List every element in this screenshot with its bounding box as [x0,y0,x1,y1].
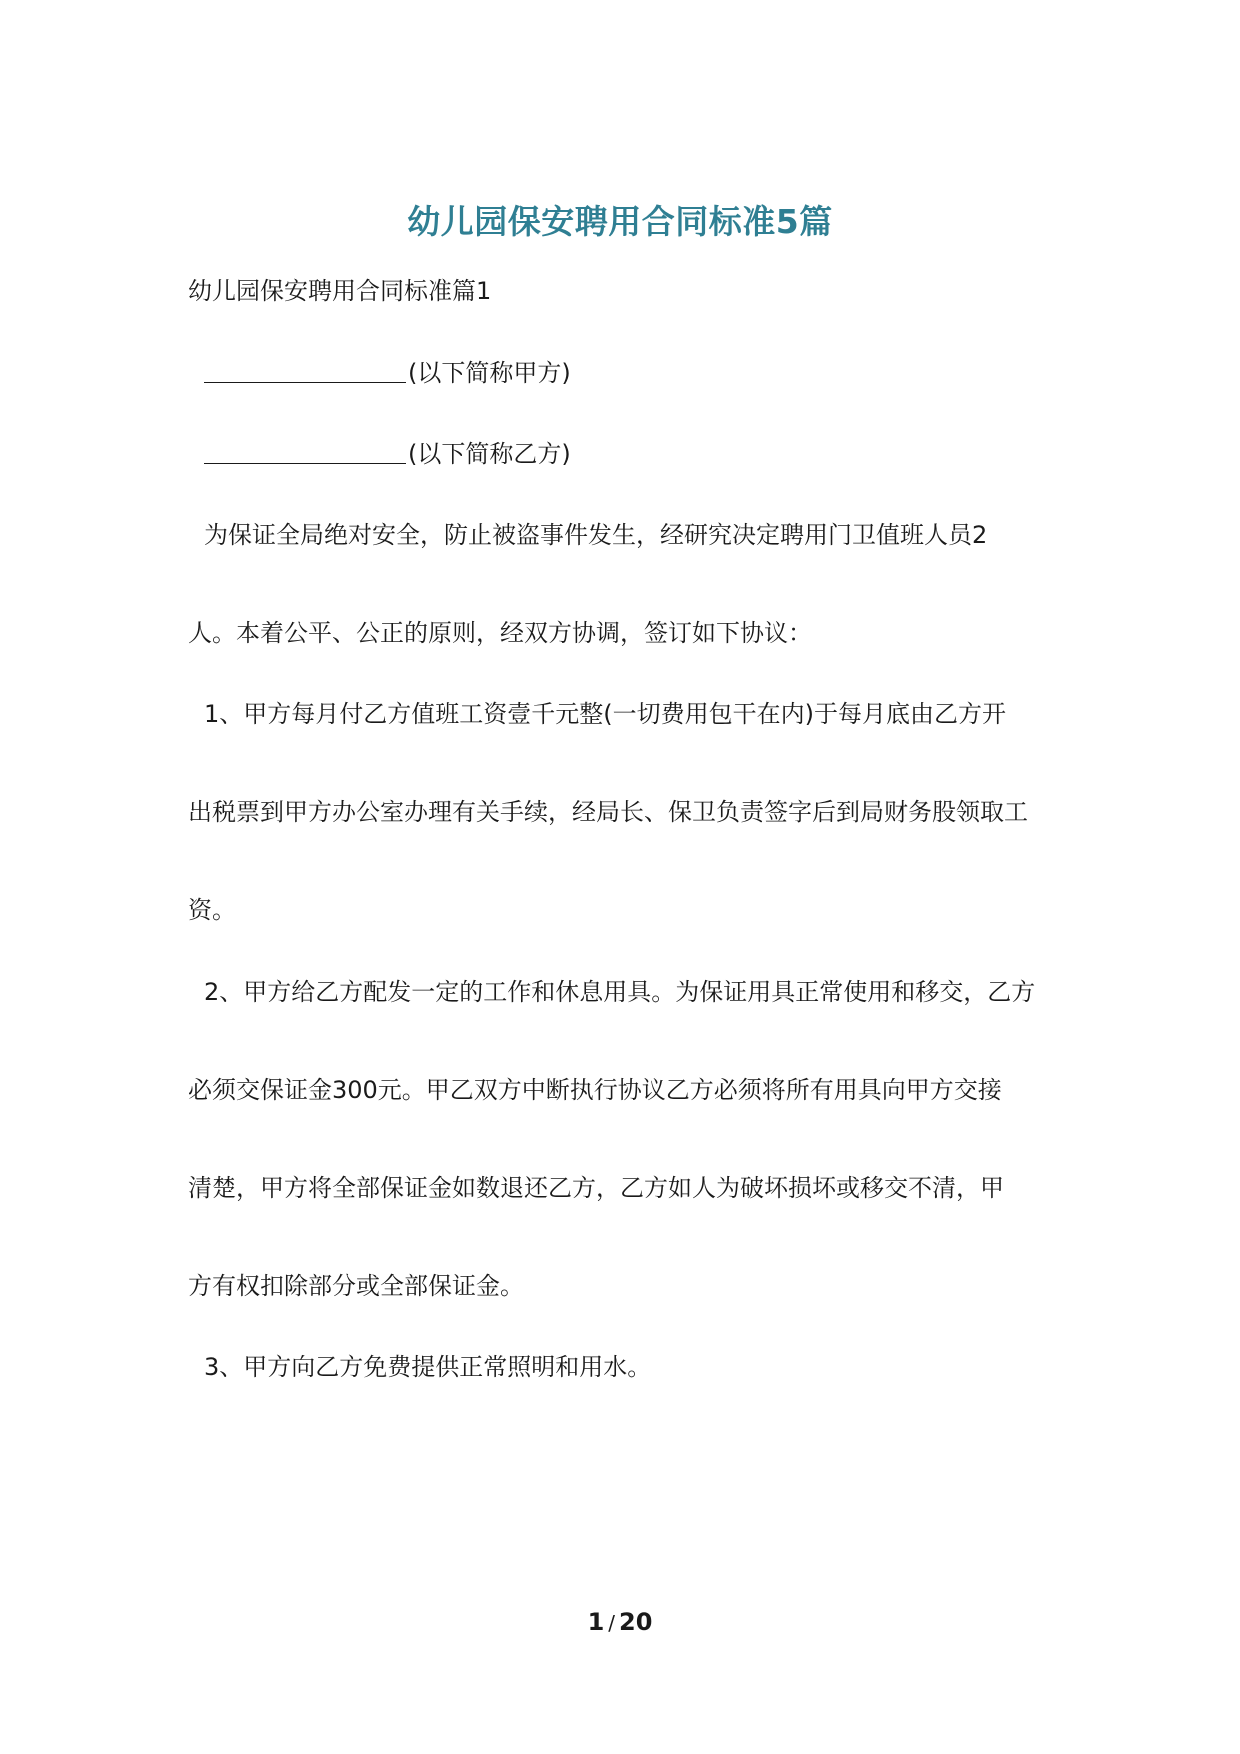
body-line: 方有权扣除部分或全部保证金。 [188,1272,524,1300]
body-line: 为保证全局绝对安全，防止被盗事件发生，经研究决定聘用门卫值班人员2 [204,521,988,549]
body-line: 清楚，甲方将全部保证金如数退还乙方，乙方如人为破坏损坏或移交不清，甲 [188,1174,1004,1202]
body-line: 人。本着公平、公正的原则，经双方协调，签订如下协议： [188,619,812,647]
body-line: 必须交保证金300元。甲乙双方中断执行协议乙方必须将所有用具向甲方交接 [188,1076,1002,1104]
page-number [0,1608,1240,1636]
total-pages: 20 [619,1608,653,1636]
body-line: 出税票到甲方办公室办理有关手续，经局长、保卫负责签字后到局财务股领取工 [188,798,1028,826]
party-b-blank [204,439,406,464]
party-b-label: (以下简称乙方) [408,440,571,468]
body-line: 资。 [188,896,236,924]
current-page: 1 [587,1608,605,1636]
party-a-blank [204,358,406,383]
section-heading: 幼儿园保安聘用合同标准篇1 [188,277,492,305]
document-title: 幼儿园保安聘用合同标准5篇 [407,202,833,241]
body-line: 1、甲方每月付乙方值班工资壹千元整(一切费用包干在内)于每月底由乙方开 [204,700,1006,728]
party-a-line [204,358,571,388]
party-b-line [204,439,571,469]
body-line: 3、甲方向乙方免费提供正常照明和用水。 [204,1353,652,1381]
page-separator: / [608,1611,616,1635]
party-a-label: (以下简称甲方) [408,359,571,387]
body-line: 2、甲方给乙方配发一定的工作和休息用具。为保证用具正常使用和移交，乙方 [204,978,1036,1006]
